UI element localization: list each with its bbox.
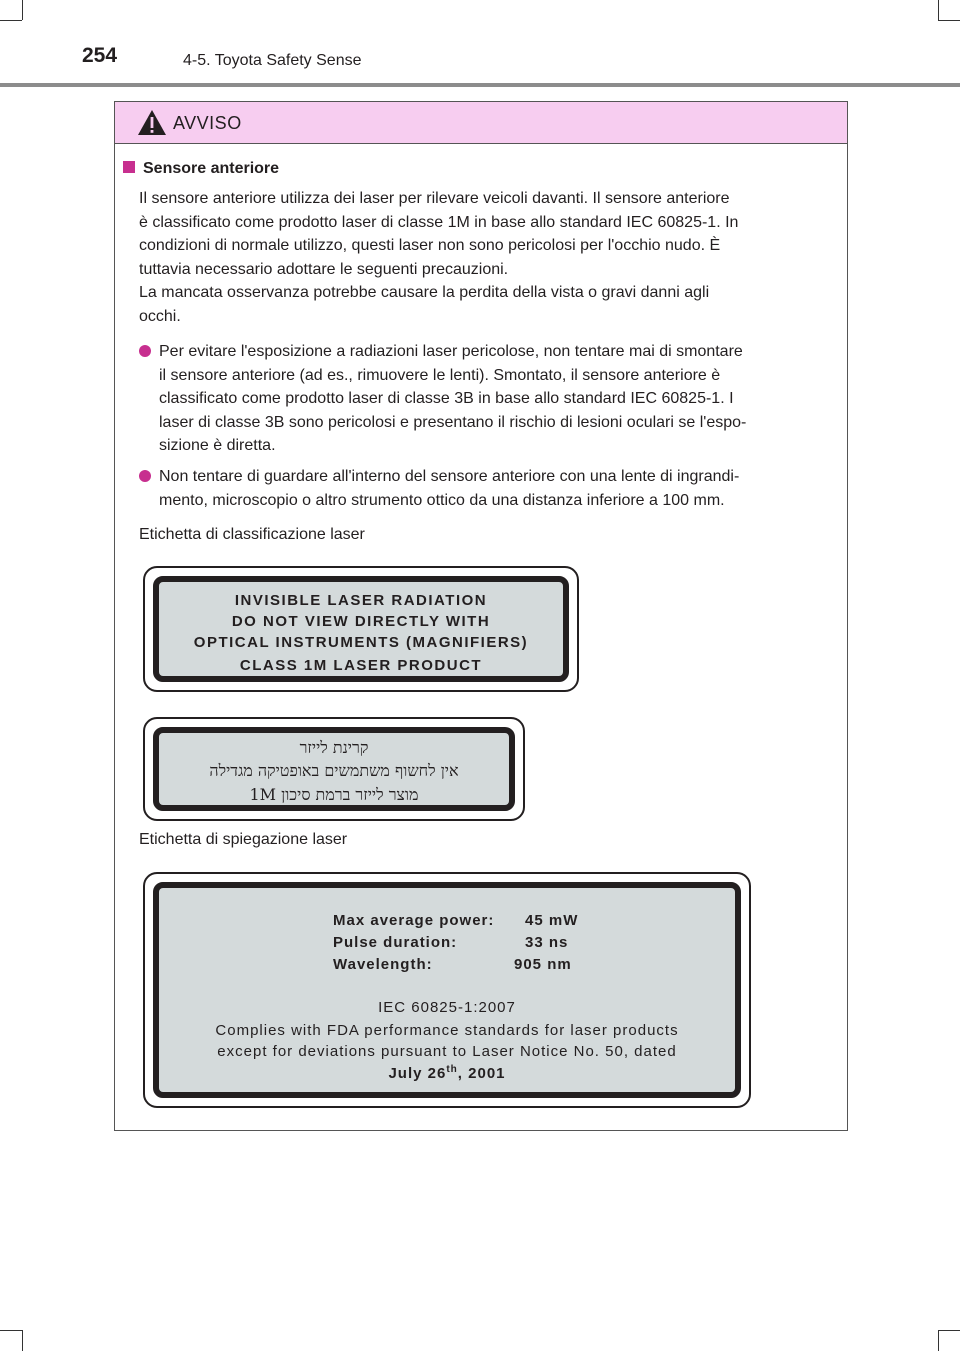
text-line: Il sensore anteriore utilizza dei laser per rilevare veicoli davanti. Il sensore anteriore [139, 190, 730, 207]
section-heading: Sensore anteriore [123, 160, 279, 178]
spec-name: Pulse duration: [333, 934, 458, 951]
text-line: classificato come prodotto laser di classe 3B in base allo standard IEC 60825-1. I [159, 390, 734, 408]
square-bullet-icon [123, 161, 135, 173]
crop-mark [0, 1330, 22, 1331]
bullet-dot-icon [139, 470, 151, 482]
header-divider [0, 83, 960, 87]
text-line: il sensore anteriore (ad es., rimuovere le lenti). Smontato, il sensore anteriore è [159, 366, 721, 384]
warning-box [114, 101, 848, 1131]
crop-mark [938, 1330, 939, 1351]
spec-value: 33 ns [525, 934, 569, 951]
spec-name: Wavelength: [333, 956, 433, 973]
crop-mark [22, 1330, 23, 1351]
text-line: sizione è diretta. [159, 437, 276, 455]
explanation-caption: Etichetta di spiegazione laser [139, 831, 348, 848]
label-line: CLASS 1M LASER PRODUCT [239, 657, 483, 674]
warning-header [115, 102, 847, 144]
explanation-label [143, 872, 751, 1108]
text-line: Per evitare l'esposizione a radiazioni laser pericolose, non tentare mai di smontare [159, 343, 743, 360]
page-header [0, 0, 960, 90]
text-line: La mancata osservanza potrebbe causare la perdita della vista o gravi danni agli [139, 284, 710, 302]
text-line: tuttavia necessario adottare le seguenti precauzioni. [139, 260, 509, 278]
intro-paragraph [139, 187, 839, 329]
classification-label-hebrew [143, 717, 525, 821]
standard-text: IEC 60825-1:2007 [378, 999, 516, 1016]
label-line: OPTICAL INSTRUMENTS (MAGNIFIERS) [193, 634, 529, 651]
warning-triangle-icon [137, 109, 167, 136]
classification-caption: Etichetta di classificazione laser [139, 526, 365, 543]
text-line: occhi. [139, 307, 181, 325]
text-line: condizioni di normale utilizzo, questi laser non sono pericolosi per l'occhio nudo. È [139, 237, 721, 255]
spec-value: 905 nm [514, 956, 572, 973]
spec-name: Max average power: [333, 912, 495, 929]
compliance-text: except for deviations pursuant to Laser Notice No. 50, dated [217, 1043, 677, 1060]
text-line: mento, microscopio o altro strumento ottico da una distanza inferiore a 100 mm. [159, 491, 725, 509]
spec-value: 45 mW [525, 912, 579, 929]
compliance-date: July 26th, 2001 [388, 1064, 506, 1082]
label-line: INVISIBLE LASER RADIATION [234, 592, 488, 609]
section-title: 4-5. Toyota Safety Sense [183, 52, 362, 69]
label-line: קרינת לייזר [299, 738, 369, 757]
text-line: è classificato come prodotto laser di classe 1M in base allo standard IEC 60825-1. In [139, 213, 739, 231]
warning-title: AVVISO [173, 113, 242, 133]
text-line: laser di classe 3B sono pericolosi e presentano il rischio di lesioni oculari se l'espo- [159, 413, 747, 431]
page-number: 254 [82, 44, 118, 67]
label-line: אין לחשוף משתמשים באופטיקה מגדילה [209, 761, 459, 780]
bullet-item [139, 465, 845, 512]
label-line: מוצר לייזר ברמת סיכון 1M [249, 785, 419, 804]
text-line: Non tentare di guardare all'interno del sensore anteriore con una lente di ingrandi- [159, 468, 740, 485]
crop-mark [938, 1330, 960, 1331]
classification-label-english [143, 566, 579, 692]
label-line: DO NOT VIEW DIRECTLY WITH [231, 613, 491, 630]
bullet-item [139, 340, 845, 458]
bullet-dot-icon [139, 345, 151, 357]
compliance-text: Complies with FDA performance standards for laser products [215, 1022, 679, 1039]
